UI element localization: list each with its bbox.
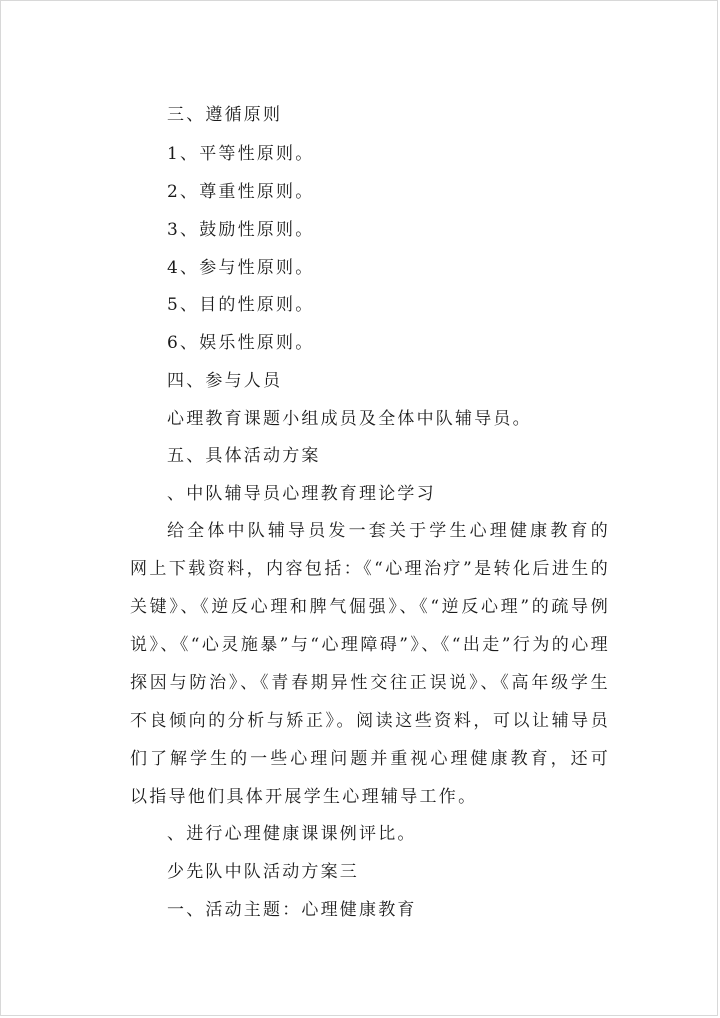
section-heading-participants: 四、参与人员 <box>167 371 283 391</box>
plan-title: 少先队中队活动方案三 <box>167 862 359 882</box>
section-heading-plan: 五、具体活动方案 <box>167 446 321 466</box>
principle-item: 2、尊重性原则。 <box>167 182 315 202</box>
subsection-heading-evaluation: 、进行心理健康课课例评比。 <box>167 824 417 844</box>
principle-item: 6、娱乐性原则。 <box>167 333 315 353</box>
principle-item: 4、参与性原则。 <box>167 258 315 278</box>
principle-item: 5、目的性原则。 <box>167 295 315 315</box>
principle-item: 1、平等性原则。 <box>167 144 315 164</box>
principle-item: 3、鼓励性原则。 <box>167 220 315 240</box>
participants-text: 心理教育课题小组成员及全体中队辅导员。 <box>167 409 532 429</box>
subsection-heading-study: 、中队辅导员心理教育理论学习 <box>167 484 436 504</box>
section-heading-principles: 三、遵循原则 <box>167 105 283 125</box>
section-heading-theme: 一、活动主题：心理健康教育 <box>167 900 417 920</box>
study-paragraph: 给全体中队辅导员发一套关于学生心理健康教育的网上下载资料，内容包括：《“心理治疗”是转化后进生的关键》、《逆反心理和脾气倔强》、《“逆反心理”的疏导例说》、《“心灵施暴”与“心理障碍”》、《“出走”行为的心理探因与防治》、《青春期异性交往正误说》、《高年级学生不良倾向的分析与矫正》。阅读这些资料，可以让辅导员们了解学生的一些心理问题并重视心理健康教育，还可以指导他们具体开展学生心理辅导工作。 <box>130 521 610 807</box>
